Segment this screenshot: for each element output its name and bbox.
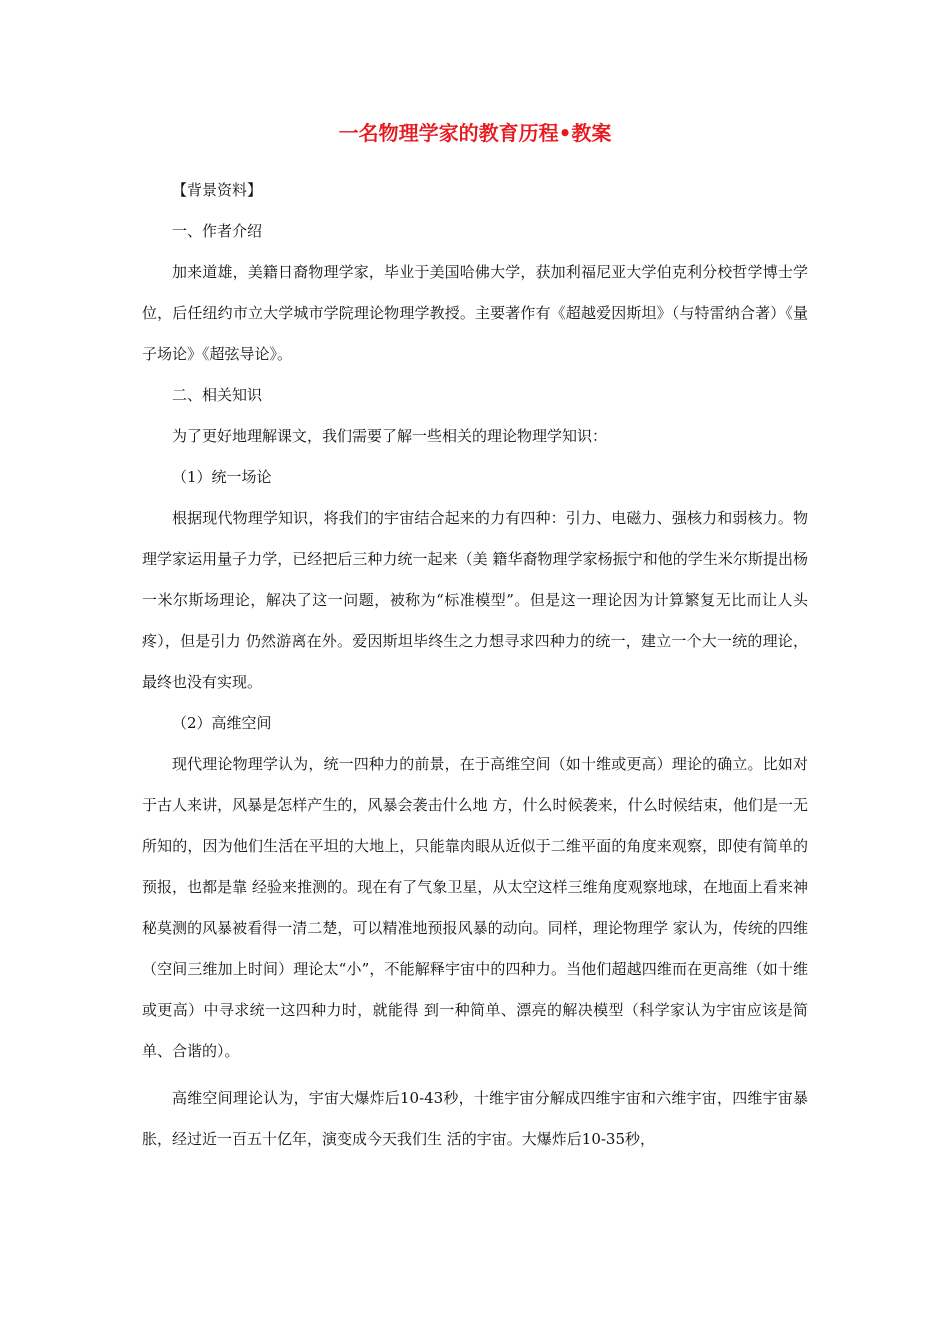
paragraph-hyperspace: 现代理论物理学认为，统一四种力的前景，在于高维空间（如十维或更高）理论的确立。比如对于古人来讲，风暴是怎样产生的，风暴会袭击什么地 方，什么时候袭来，什么时候结束，他们是一无所知的，因为他们生活在平坦的大地上，只能靠肉眼从近似于二维平面的角度来观察，即使有简单的预报，也都是靠 经验来推测的。现在有了气象卫星，从太空这样三维角度观察地球，在地面上看来神秘莫测的风暴被看得一清二楚，可以精准地预报风暴的动向。同样，理论物理学 家认为，传统的四维（空间三维加上时间）理论太“小”，不能解释宇宙中的四种力。当他们超越四维而在更高维（如十维或更高）中寻求统一这四种力时，就能得 到一种简单、漂亮的解决模型（科学家认为宇宙应该是简单、合谐的）。 [142,755,808,1060]
paragraph-big-bang: 高维空间理论认为，宇宙大爆炸后10-43秒，十维宇宙分解成四维宇宙和六维宇宙，四维宇宙暴胀，经过近一百五十亿年，演变成今天我们生 活的宇宙。大爆炸后10-35秒， [142,1089,808,1148]
document-page [142,118,808,1160]
heading-related-knowledge: 二、相关知识 [172,386,263,404]
heading-hyperspace: （2）高维空间 [172,714,272,732]
paragraph-author: 加来道雄，美籍日裔物理学家，毕业于美国哈佛大学，获加利福尼亚大学伯克利分校哲学博士学位，后任纽约市立大学城市学院理论物理学教授。主要著作有《超越爱因斯坦》（与特雷纳合著）《量子场论》《超弦导论》。 [142,263,808,363]
paragraph-intro: 为了更好地理解课文，我们需要了解一些相关的理论物理学知识： [172,427,608,445]
document-title: 一名物理学家的教育历程•教案 [338,121,612,145]
paragraph-unified-field: 根据现代物理学知识，将我们的宇宙结合起来的力有四种：引力、电磁力、强核力和弱核力。物理学家运用量子力学，已经把后三种力统一起来（美 籍华裔物理学家杨振宁和他的学生米尔斯提出杨一米尔斯场理论，解决了这一问题，被称为“标准模型”。但是这一理论因为计算繁复无比而让人头疼），但是引力 仍然游离在外。爱因斯坦毕终生之力想寻求四种力的统一，建立一个大一统的理论，最终也没有实现。 [142,509,808,691]
heading-unified-field: （1）统一场论 [172,468,272,486]
section-background-heading: 【背景资料】 [172,181,263,199]
heading-author-intro: 一、作者介绍 [172,222,263,240]
